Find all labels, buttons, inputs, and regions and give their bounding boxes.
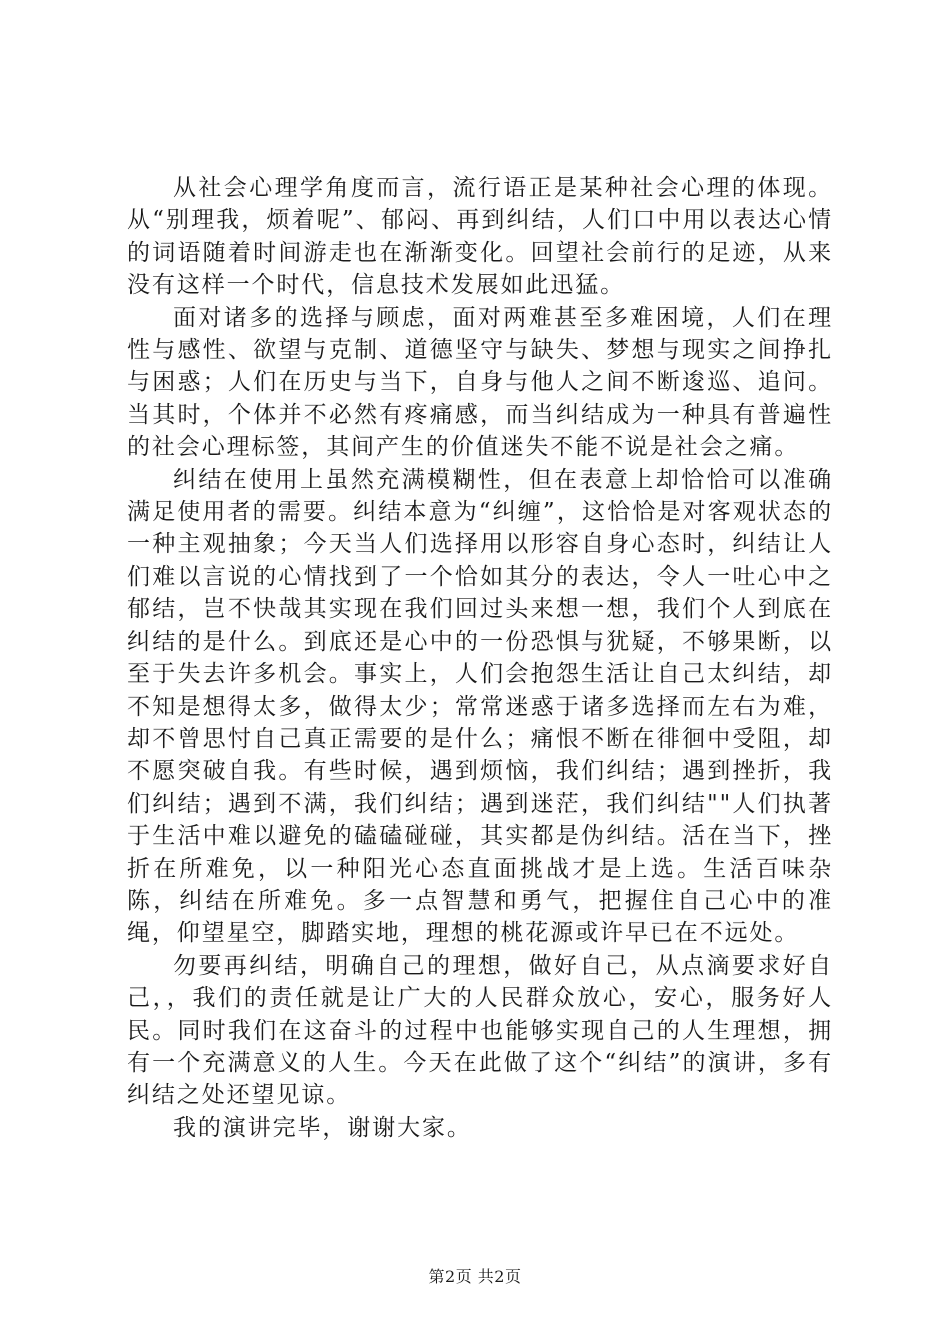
paragraph: 从社会心理学角度而言，流行语正是某种社会心理的体现。从“别理我，烦着呢”、郁闷、再到纠结，人们口中用以表达心情的词语随着时间游走也在渐渐变化。回望社会前行的足迹，从来没有这样一个时代，信息技术发展如此迅猛。: [127, 175, 833, 299]
paragraph: 纠结在使用上虽然充满模糊性，但在表意上却恰恰可以准确满足使用者的需要。纠结本意为“纠缠”，这恰恰是对客观状态的一种主观抽象；今天当人们选择用以形容自身心态时，纠结让人们难以言说的心情找到了一个恰如其分的表达，令人一吐心中之郁结，岂不快哉其实现在我们回过头来想一想，我们个人到底在纠结的是什么。到底还是心中的一份恐惧与犹疑，不够果断，以至于失去许多机会。事实上，人们会抱怨生活让自己太纠结，却不知是想得太多，做得太少；常常迷惑于诸多选择而左右为难，却不曾思忖自己真正需要的是什么；痛恨不断在徘徊中受阻，却不愿突破自我。有些时候，遇到烦恼，我们纠结；遇到挫折，我们纠结；遇到不满，我们纠结；遇到迷茫，我们纠结""人们执著于生活中难以避免的磕磕碰碰，其实都是伪纠结。活在当下，挫折在所难免，以一种阳光心态直面挑战才是上选。生活百味杂陈，纠结在所难免。多一点智慧和勇气，把握住自己心中的准绳，仰望星空，脚踏实地，理想的桃花源或许早已在不远处。: [127, 466, 833, 947]
paragraph: 勿要再纠结，明确自己的理想，做好自己，从点滴要求好自己，，我们的责任就是让广大的人民群众放心，安心，服务好人民。同时我们在这奋斗的过程中也能够实现自己的人生理想，拥有一个充满意义的人生。今天在此做了这个“纠结”的演讲，多有纠结之处还望见谅。: [127, 952, 833, 1109]
paragraph: 我的演讲完毕，谢谢大家。: [173, 1114, 472, 1141]
paragraph: 面对诸多的选择与顾虑，面对两难甚至多难困境，人们在理性与感性、欲望与克制、道德坚守与缺失、梦想与现实之间挣扎与困惑；人们在历史与当下，自身与他人之间不断逡巡、追问。当其时，个体并不必然有疼痛感，而当纠结成为一种具有普遍性的社会心理标签，其间产生的价值迷失不能不说是社会之痛。: [127, 304, 833, 461]
document-body: [127, 172, 833, 1144]
page-footer: 第2页 共2页: [428, 1267, 522, 1286]
